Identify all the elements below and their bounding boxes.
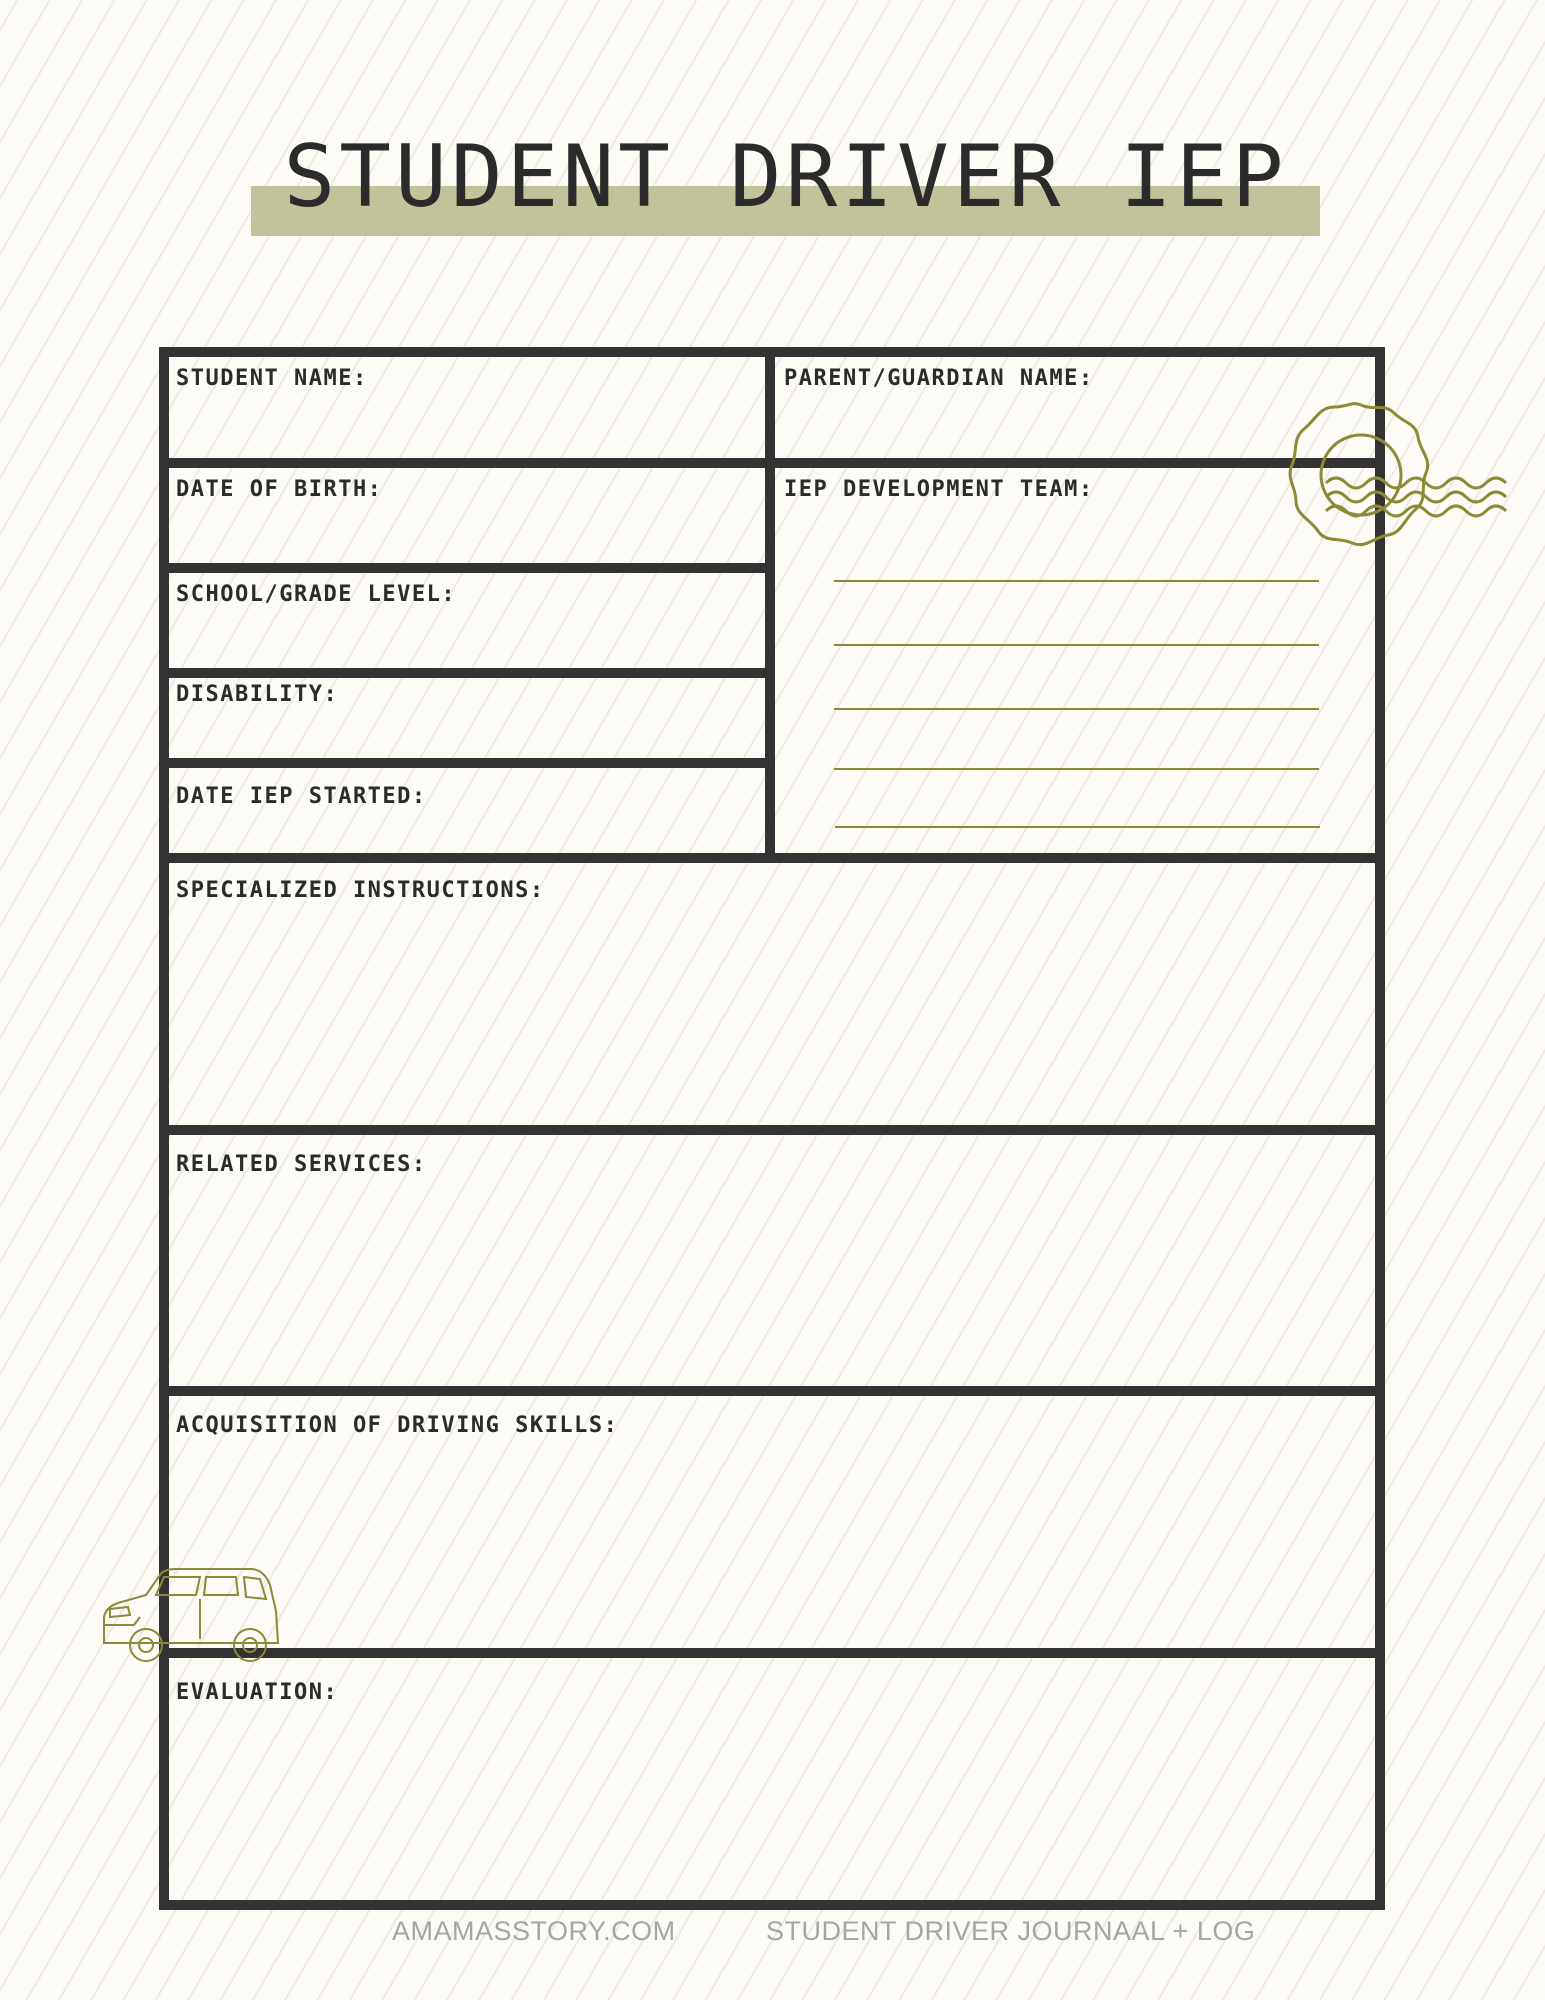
footer-website: AMAMASSTORY.COM xyxy=(392,1916,676,1946)
page-title: STUDENT DRIVER IEP xyxy=(283,127,1288,227)
section-divider xyxy=(165,1125,1385,1135)
school-grade-level-label: SCHOOL/GRADE LEVEL: xyxy=(176,582,457,607)
section-divider xyxy=(165,1648,1379,1658)
date-of-birth-label: DATE OF BIRTH: xyxy=(176,477,383,502)
row-divider xyxy=(165,668,770,678)
section-divider xyxy=(165,1386,1385,1396)
acquisition-of-driving-skills-label: ACQUISITION OF DRIVING SKILLS: xyxy=(176,1413,619,1438)
suv-car-icon xyxy=(100,1565,280,1665)
disability-label: DISABILITY: xyxy=(176,682,339,707)
row-divider xyxy=(165,563,770,573)
postmark-stamp-icon xyxy=(1286,401,1506,561)
student-name-label: STUDENT NAME: xyxy=(176,366,368,391)
column-divider xyxy=(765,353,775,859)
team-member-line[interactable] xyxy=(834,580,1319,582)
iep-development-team-label: IEP DEVELOPMENT TEAM: xyxy=(784,477,1094,502)
team-member-line[interactable] xyxy=(834,768,1319,770)
row-divider xyxy=(165,758,770,768)
specialized-instructions-label: SPECIALIZED INSTRUCTIONS: xyxy=(176,878,545,903)
related-services-label: RELATED SERVICES: xyxy=(176,1152,427,1177)
evaluation-label: EVALUATION: xyxy=(176,1680,339,1705)
team-member-line[interactable] xyxy=(834,708,1319,710)
team-member-line[interactable] xyxy=(834,644,1319,646)
section-divider xyxy=(165,853,1379,863)
footer-product: STUDENT DRIVER JOURNAAL + LOG xyxy=(766,1916,1256,1946)
date-iep-started-label: DATE IEP STARTED: xyxy=(176,784,427,809)
row-divider xyxy=(165,458,1379,468)
team-member-line[interactable] xyxy=(835,826,1320,828)
parent-guardian-name-label: PARENT/GUARDIAN NAME: xyxy=(784,366,1094,391)
